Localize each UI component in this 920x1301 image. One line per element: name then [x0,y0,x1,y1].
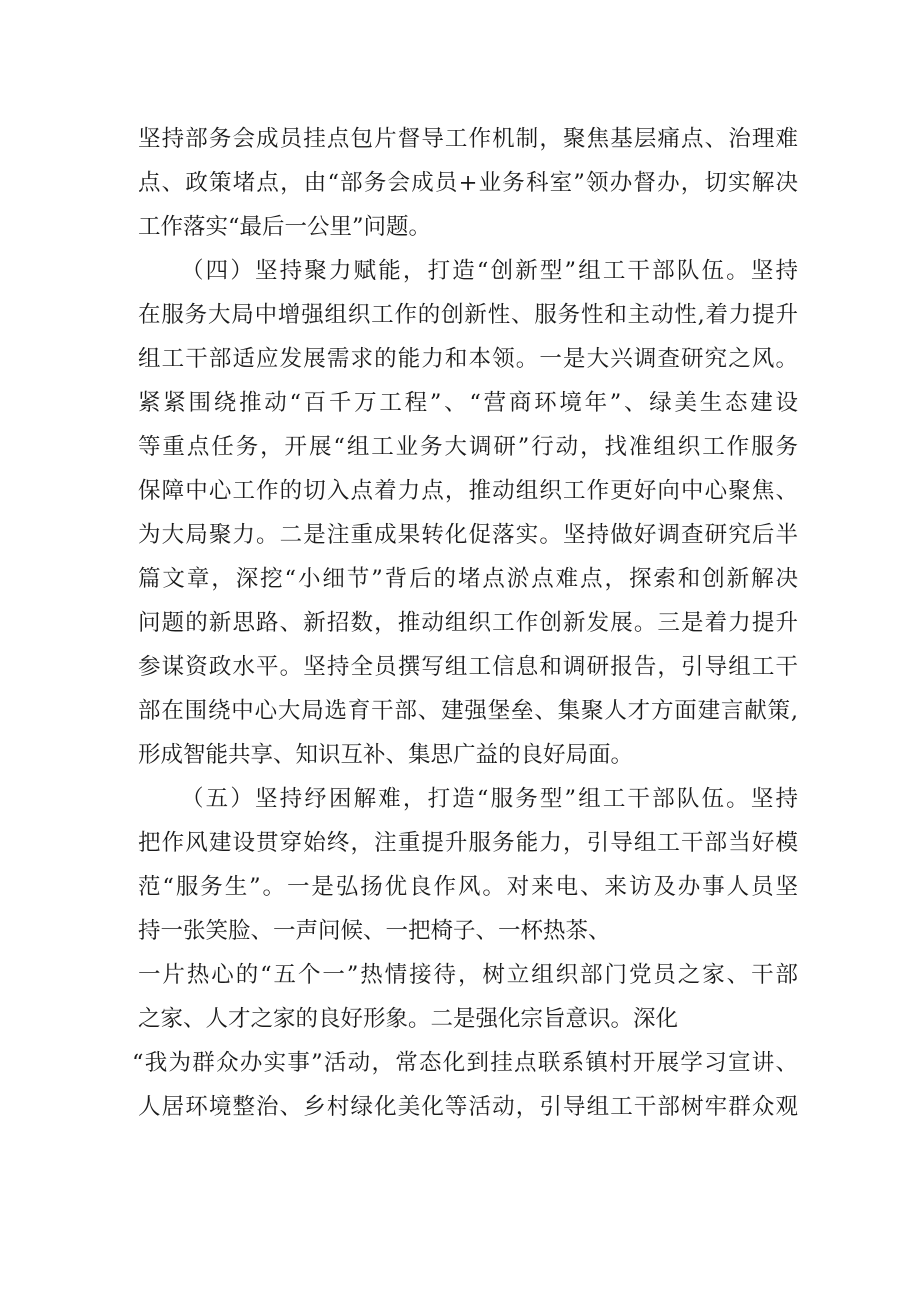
body-text-line: 一片热心的“五个一”热情接待，树立组织部门党员之家、干部 [138,962,798,988]
section-four-heading-line: （四）坚持聚力赋能，打造“创新型”组工干部队伍。坚持 [181,258,798,284]
section-five-heading-line: （五）坚持纾困解难，打造“服务型”组工干部队伍。坚持 [181,786,798,812]
body-text-line: “我为群众办实事”活动，常态化到挂点联系镇村开展学习宣讲、 [132,1050,798,1076]
body-text-line: 为大局聚力。二是注重成果转化促落实。坚持做好调查研究后半 [138,522,798,548]
body-text-line: 问题的新思路、新招数，推动组织工作创新发展。三是着力提升 [138,610,798,636]
body-text-line: 点、政策堵点，由“部务会成员+业务科室”领办督办，切实解决 [138,170,798,196]
body-text-line: 篇文章，深挖“小细节”背后的堵点淤点难点，探索和创新解决 [138,566,798,592]
body-text-line: 等重点任务，开展“组工业务大调研”行动，找准组织工作服务 [138,434,798,460]
body-text-line: 组工干部适应发展需求的能力和本领。一是大兴调查研究之风。 [138,346,798,372]
body-text-line: 在服务大局中增强组织工作的创新性、服务性和主动性,着力提升 [138,302,798,328]
body-text-line: 人居环境整治、乡村绿化美化等活动，引导组工干部树牢群众观 [138,1094,798,1120]
body-text-line: 工作落实“最后一公里”问题。 [138,214,432,240]
body-text-line: 把作风建设贯穿始终，注重提升服务能力，引导组工干部当好模 [138,830,798,856]
body-text-line: 之家、人才之家的良好形象。二是强化宗旨意识。深化 [138,1006,679,1032]
body-text-line: 参谋资政水平。坚持全员撰写组工信息和调研报告，引导组工干 [138,654,798,680]
body-text-line: 坚持部务会成员挂点包片督导工作机制，聚焦基层痛点、治理难 [138,126,798,152]
body-text-line: 保障中心工作的切入点着力点，推动组织工作更好向中心聚焦、 [138,478,798,504]
body-text-line: 形成智能共享、知识互补、集思广益的良好局面。 [138,742,634,768]
body-text-line: 部在围绕中心大局选育干部、建强堡垒、集聚人才方面建言献策, [138,698,798,724]
body-text-line: 范“服务生”。一是弘扬优良作风。对来电、来访及办事人员坚 [138,874,798,900]
body-text-line: 持一张笑脸、一声问候、一把椅子、一杯热茶、 [138,918,611,944]
body-text-line: 紧紧围绕推动“百千万工程”、“营商环境年”、绿美生态建设 [138,390,798,416]
